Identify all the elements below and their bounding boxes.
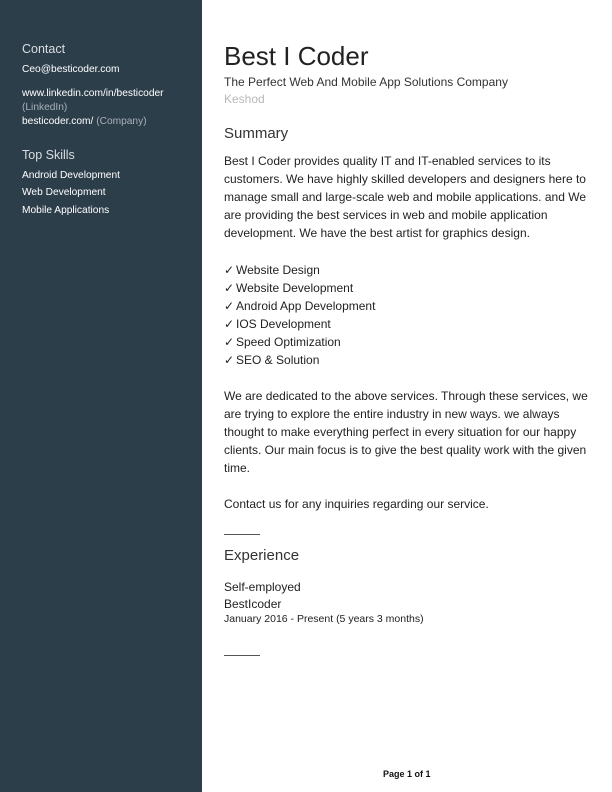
dedication-paragraph: We are dedicated to the above services. Through these services, we are trying to explore the entire industry in new ways. we always thought to make everything perfect in every situation for our happy clients. Our main focus is to give the best quality work with the given time. (224, 389, 588, 475)
check-icon: ✓ (224, 299, 235, 313)
check-icon: ✓ (224, 353, 235, 367)
check-icon: ✓ (224, 281, 235, 295)
page-number: Page 1 of 1 (383, 769, 431, 779)
profile-name: Best I Coder (224, 41, 369, 71)
summary-heading: Summary (224, 125, 289, 142)
skill-item: Android Development (22, 170, 120, 181)
top-skills-heading: Top Skills (22, 148, 75, 162)
section-divider (224, 534, 260, 535)
sidebar (0, 0, 202, 792)
list-item (224, 351, 375, 369)
services-list (224, 261, 375, 369)
section-divider (224, 655, 260, 656)
service-label: SEO & Solution (236, 353, 320, 367)
list-item (224, 297, 375, 315)
service-label: Website Development (236, 281, 354, 295)
experience-heading: Experience (224, 547, 300, 564)
check-icon: ✓ (224, 335, 235, 349)
service-label: Website Design (236, 263, 320, 277)
company-url[interactable]: besticoder.com/ (22, 116, 94, 127)
check-icon: ✓ (224, 263, 235, 277)
profile-tagline: The Perfect Web And Mobile App Solutions Company (224, 75, 508, 89)
service-label: Speed Optimization (236, 335, 341, 349)
contact-paragraph: Contact us for any inquiries regarding our service. (224, 497, 489, 511)
list-item (224, 315, 375, 333)
list-item (224, 279, 375, 297)
list-item (224, 261, 375, 279)
service-label: Android App Development (236, 299, 376, 313)
linkedin-label: (LinkedIn) (22, 102, 68, 113)
profile-location: Keshod (224, 92, 265, 106)
check-icon: ✓ (224, 317, 235, 331)
experience-role: BestIcoder (224, 597, 282, 611)
company-label: (Company) (96, 116, 147, 127)
company-link (22, 116, 147, 127)
linkedin-link[interactable]: www.linkedin.com/in/besticoder (22, 88, 164, 99)
service-label: IOS Development (236, 317, 331, 331)
skill-item: Mobile Applications (22, 205, 110, 216)
experience-dates: January 2016 - Present (5 years 3 months) (224, 613, 424, 625)
contact-heading: Contact (22, 42, 66, 56)
summary-paragraph: Best I Coder provides quality IT and IT-enabled services to its customers. We have highly skilled developers and designers here to manage small and large-scale web and mobile applications. and We are providing the best services in web and mobile application development. We have the best artist for graphics design. (224, 154, 586, 240)
list-item (224, 333, 375, 351)
email-link[interactable]: Ceo@besticoder.com (22, 64, 120, 75)
skill-item: Web Development (22, 187, 106, 198)
experience-company: Self-employed (224, 580, 301, 594)
